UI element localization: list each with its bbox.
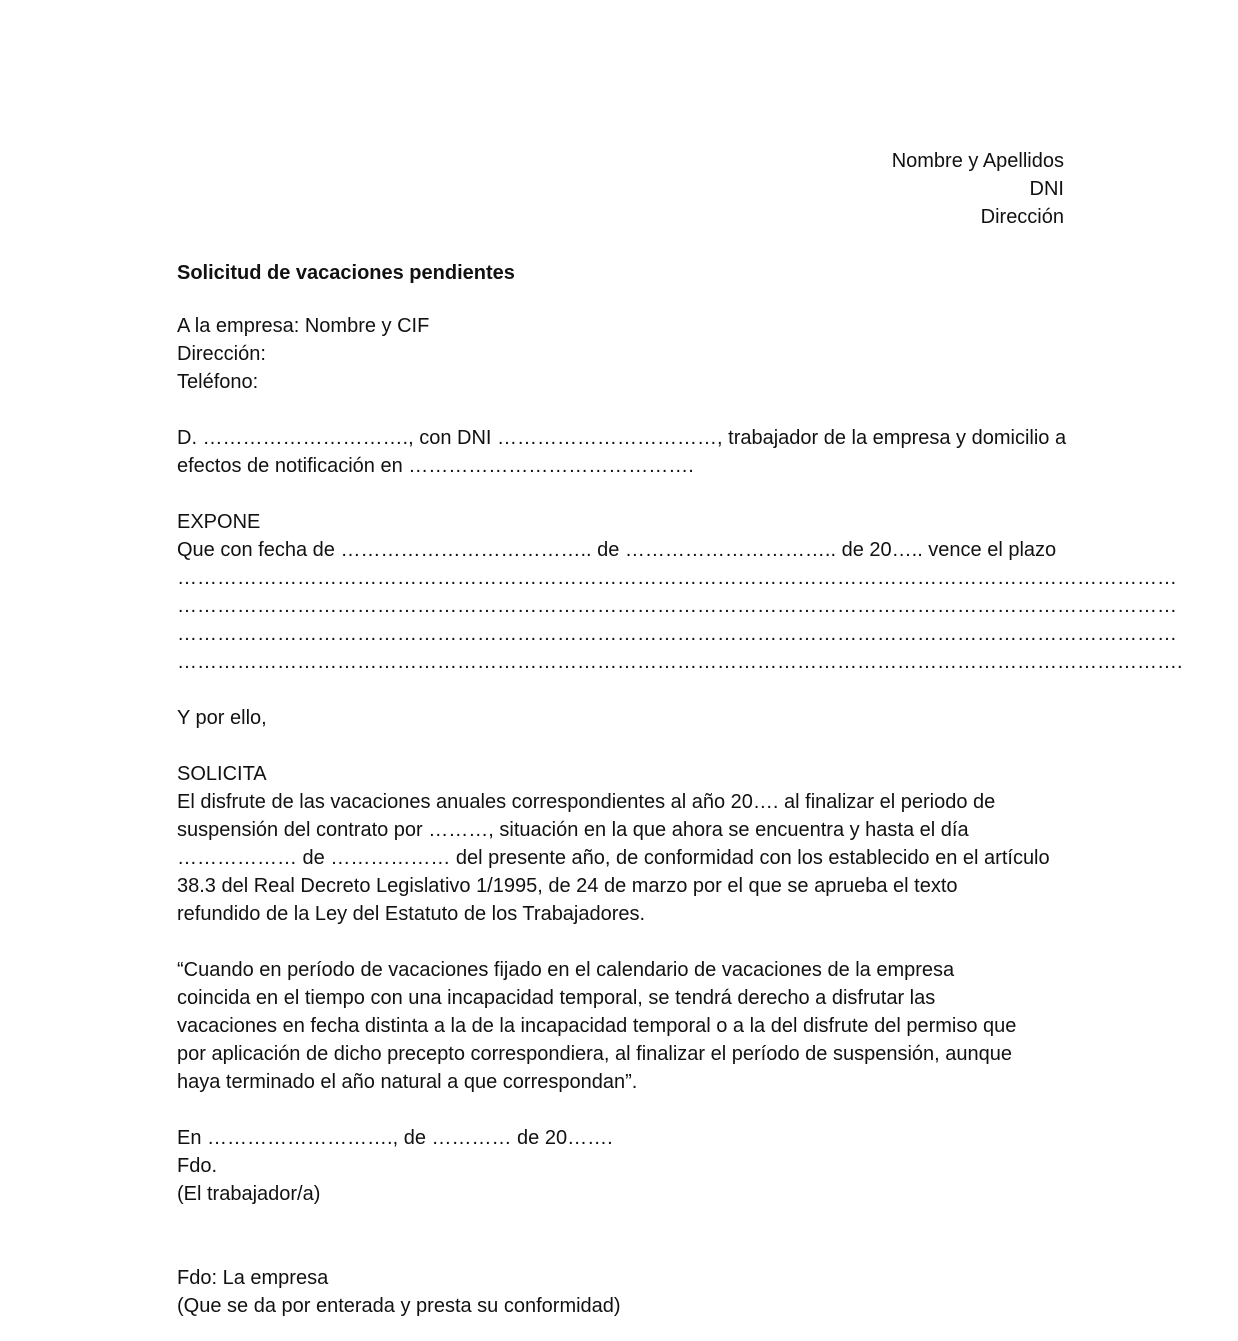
solicita-line: suspensión del contrato por ………, situación en la que ahora se encuentra y hasta el día (177, 819, 969, 841)
company-signature-block (177, 1264, 1067, 1320)
solicita-line: ……………… de ……………… del presente año, de conformidad con los establecido en el artículo (177, 847, 1050, 869)
quote-line: vacaciones en fecha distinta a la de la incapacidad temporal o a la del disfrute del permiso que (177, 1015, 1017, 1037)
legal-quote (177, 956, 1067, 1096)
quote-line: haya terminado el año natural a que correspondan”. (177, 1071, 638, 1093)
document-title-text: Solicitud de vacaciones pendientes (177, 262, 515, 284)
sender-name: Nombre y Apellidos (891, 150, 1064, 172)
quote-line: “Cuando en período de vacaciones fijado en el calendario de vacaciones de la empresa (177, 959, 955, 981)
sender-block (892, 147, 1064, 231)
worker-fdo: Fdo. (177, 1155, 218, 1177)
worker-label: (El trabajador/a) (177, 1183, 321, 1205)
place-date-line: En ………………………., de ………… de 20……. (177, 1127, 613, 1149)
por-ello-paragraph (177, 704, 1067, 732)
identity-line-2: efectos de notificación en ……………………………………. (177, 455, 694, 477)
sender-address: Dirección (980, 206, 1064, 228)
expone-section (177, 508, 1183, 676)
dotted-line: …………………………………………………………………………………………………………………………………… (177, 623, 1177, 645)
dotted-line: …………………………………………………………………………………………………………………………………… (177, 595, 1177, 617)
solicita-line: 38.3 del Real Decreto Legislativo 1/1995, de 24 de marzo por el que se aprueba el texto (177, 875, 958, 897)
recipient-phone: Teléfono: (177, 371, 259, 393)
quote-line: coincida en el tiempo con una incapacidad temporal, se tendrá derecho a disfrutar las (177, 987, 936, 1009)
expone-line-1: Que con fecha de ……………………………….. de ………………………….. de 20….. vence el plazo (177, 539, 1057, 561)
identity-paragraph (177, 424, 1067, 480)
dotted-line: …………………………………………………………………………………………………………………………………… (177, 567, 1177, 589)
recipient-block (177, 312, 1067, 396)
solicita-line: refundido de la Ley del Estatuto de los Trabajadores. (177, 903, 646, 925)
company-note: (Que se da por enterada y presta su conformidad) (177, 1295, 621, 1317)
recipient-company: A la empresa: Nombre y CIF (177, 315, 430, 337)
dotted-line: ……………………………………………………………………………………………………………………………………. (177, 651, 1183, 673)
recipient-address: Dirección: (177, 343, 266, 365)
company-fdo: Fdo: La empresa (177, 1267, 329, 1289)
identity-line-1: D. …………………………., con DNI ……………………………, trabajador de la empresa y domicilio a (177, 427, 1067, 449)
quote-line: por aplicación de dicho precepto correspondiera, al finalizar el período de suspensión, aunque (177, 1043, 1012, 1065)
sender-dni: DNI (1029, 178, 1064, 200)
solicita-line: El disfrute de las vacaciones anuales correspondientes al año 20…. al finalizar el periodo de (177, 791, 996, 813)
worker-signature-block (177, 1124, 1067, 1208)
expone-dotted-lines (177, 564, 1183, 676)
solicita-section (177, 760, 1067, 928)
por-ello-text: Y por ello, (177, 707, 267, 729)
solicita-heading: SOLICITA (177, 763, 267, 785)
expone-heading: EXPONE (177, 511, 261, 533)
document-title (177, 259, 1067, 287)
